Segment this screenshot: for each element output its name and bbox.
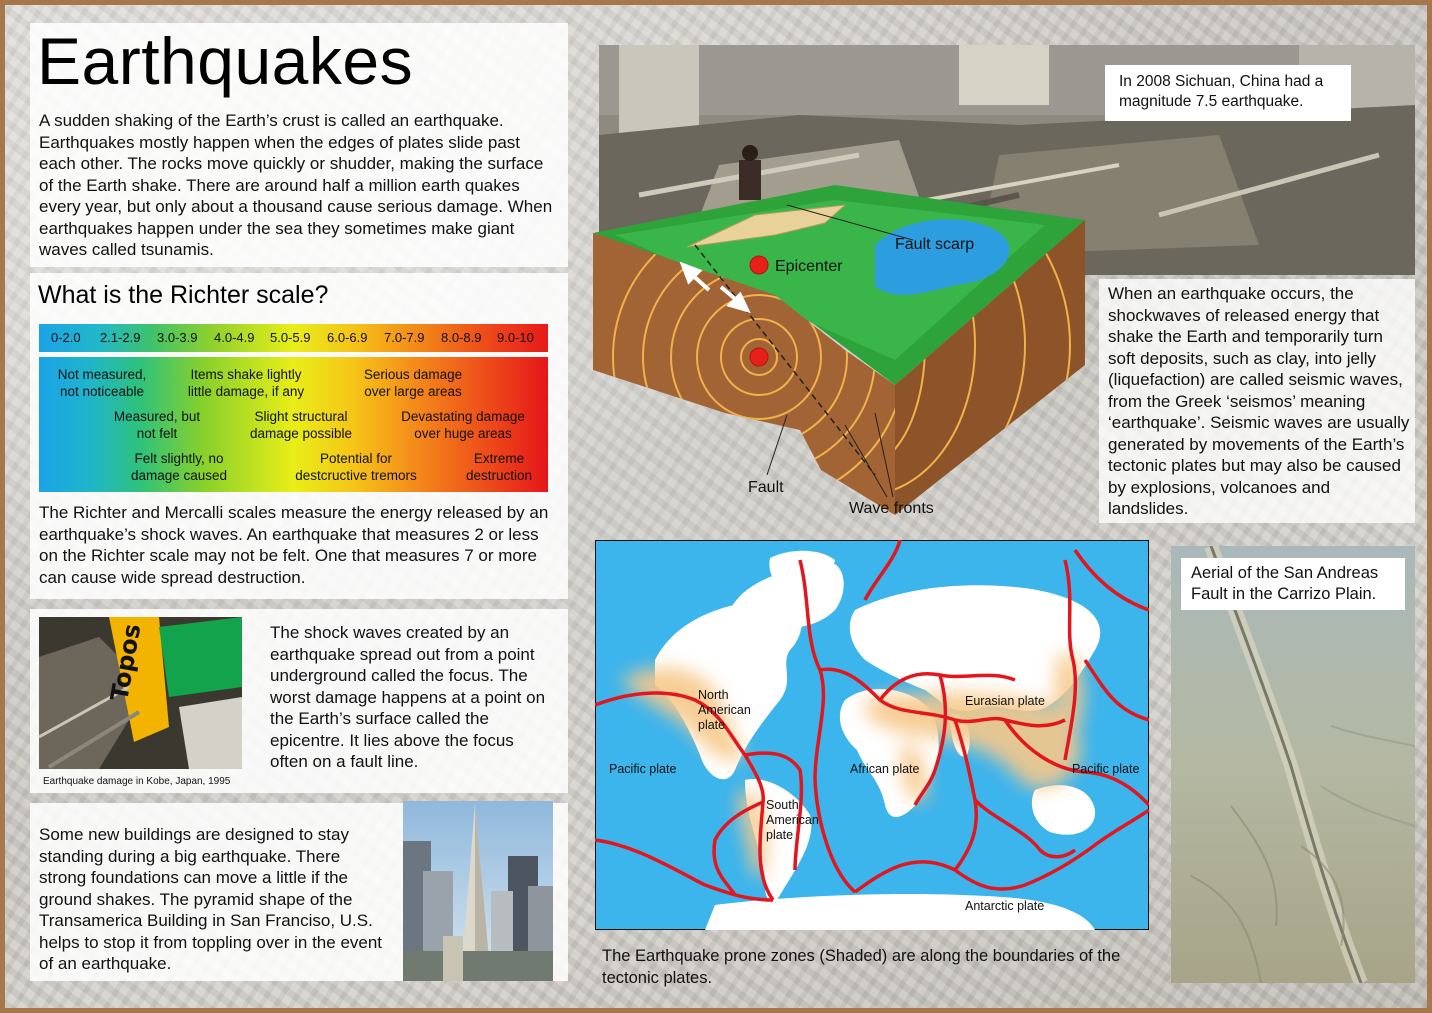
map-caption: The Earthquake prone zones (Shaded) are along the boundaries of the tectonic plates.	[602, 947, 1121, 987]
richter-effect: Felt slightly, no damage caused	[130, 451, 228, 483]
kobe-text: The shock waves created by an earthquake spread out from a point underground called the focus. The worst damage happens at a point on the Earth’s surface called the epicentre. It lies above the focus often on a fault line.	[270, 623, 546, 771]
richter-effect: Devastating damage over huge areas	[401, 409, 525, 441]
richter-range: 5.0-5.9	[270, 330, 311, 345]
poster	[5, 5, 1427, 1008]
richter-range: 3.0-3.9	[157, 330, 198, 345]
map-label-line: American	[766, 813, 819, 827]
kobe-damage-photo	[39, 617, 242, 769]
richter-effect: Not measured, not noticeable	[57, 367, 147, 399]
richter-range: 7.0-7.9	[384, 330, 425, 345]
richter-effect: Items shake lightly little damage, if any	[187, 367, 305, 399]
intro-text: A sudden shaking of the Earth’s crust is called an earthquake. Earthquakes mostly happen when the edges of plates slide past each other. The rocks move quickly or shudder, making the surface of the Earth shake. There are around half a million earth quakes every year, but only about a thousand cause serious damage. When earthquakes happen under the sea they sometimes make giant waves called tsunamis.	[39, 111, 553, 259]
richter-range: 8.0-8.9	[441, 330, 482, 345]
san-andreas-caption: Aerial of the San Andreas Fault in the Carrizo Plain.	[1191, 564, 1379, 603]
richter-range: 2.1-2.9	[100, 330, 141, 345]
richter-range: 0-2.0	[51, 330, 81, 345]
map-label-eurasian: Eurasian plate	[965, 694, 1045, 708]
transamerica-photo	[403, 801, 553, 981]
map-label-line: South	[766, 798, 799, 812]
map-label-line: North	[698, 688, 729, 702]
map-label-pacific-west: Pacific plate	[609, 762, 677, 776]
san-andreas-photo-art	[1171, 546, 1415, 983]
map-label-line: American	[698, 703, 751, 717]
richter-effect: Measured, but not felt	[113, 409, 201, 441]
richter-range: 9.0-10	[497, 330, 534, 345]
buildings-text: Some new buildings are designed to stay standing during a big earthquake. There strong foundations can move a little if the ground shakes. The pyramid shape of the Transamerica Building in San Franciso, U.S. helps to stop it from toppling over in the event of an earthquake.	[39, 825, 383, 973]
richter-ranges-bar	[39, 324, 548, 352]
diagram-label-fault: Fault	[748, 479, 784, 496]
map-label-line: plate	[698, 718, 726, 732]
richter-effect: Slight structural damage possible	[249, 409, 353, 441]
richter-range: 4.0-4.9	[214, 330, 255, 345]
map-label-african: African plate	[850, 762, 920, 776]
sichuan-caption: In 2008 Sichuan, China had a magnitude 7.5 earthquake.	[1119, 73, 1324, 110]
map-label-pacific-east: Pacific plate	[1072, 762, 1140, 776]
kobe-caption: Earthquake damage in Kobe, Japan, 1995	[43, 776, 231, 787]
richter-effects-bar	[39, 357, 548, 492]
page-title: Earthquakes	[37, 24, 414, 98]
richter-text: The Richter and Mercalli scales measure the energy released by an earthquake’s shock waves. An earthquake that measures 2 or less on the Richter scale may not be felt. One that measures 7 or more can cause wide spread destruction.	[39, 503, 549, 587]
diagram-label-wave-fronts: Wave fronts	[849, 500, 934, 517]
richter-heading: What is the Richter scale?	[38, 281, 329, 309]
diagram-label-epicenter: Epicenter	[775, 258, 843, 275]
map-label-antarctic: Antarctic plate	[965, 899, 1045, 913]
kobe-photo-art	[39, 617, 242, 769]
san-andreas-photo	[1171, 546, 1415, 983]
transamerica-photo-art	[403, 801, 553, 981]
richter-effect: Serious damage over large areas	[363, 367, 463, 399]
richter-range: 6.0-6.9	[327, 330, 368, 345]
map-label-line: plate	[766, 828, 794, 842]
world-plates-map	[595, 540, 1149, 930]
richter-effect: Potential for destcructive tremors	[295, 451, 417, 483]
richter-effect: Extreme destruction	[465, 451, 533, 483]
diagram-label-fault-scarp: Fault scarp	[895, 236, 975, 253]
seismic-text: When an earthquake occurs, the shockwaves of released energy that shake the Earth and temporarily turn soft deposits, such as clay, into jelly (liquefaction) are called seismic waves, from the Greek ‘seismos’ meaning ‘earthquake’. Seismic waves are usually generated by movements of the Earth’s tectonic plates but may also be caused by explosions, volcanoes and landslides.	[1108, 284, 1410, 518]
earthquake-diagram	[575, 175, 1095, 520]
kobe-sign-text: Topos	[105, 621, 147, 704]
